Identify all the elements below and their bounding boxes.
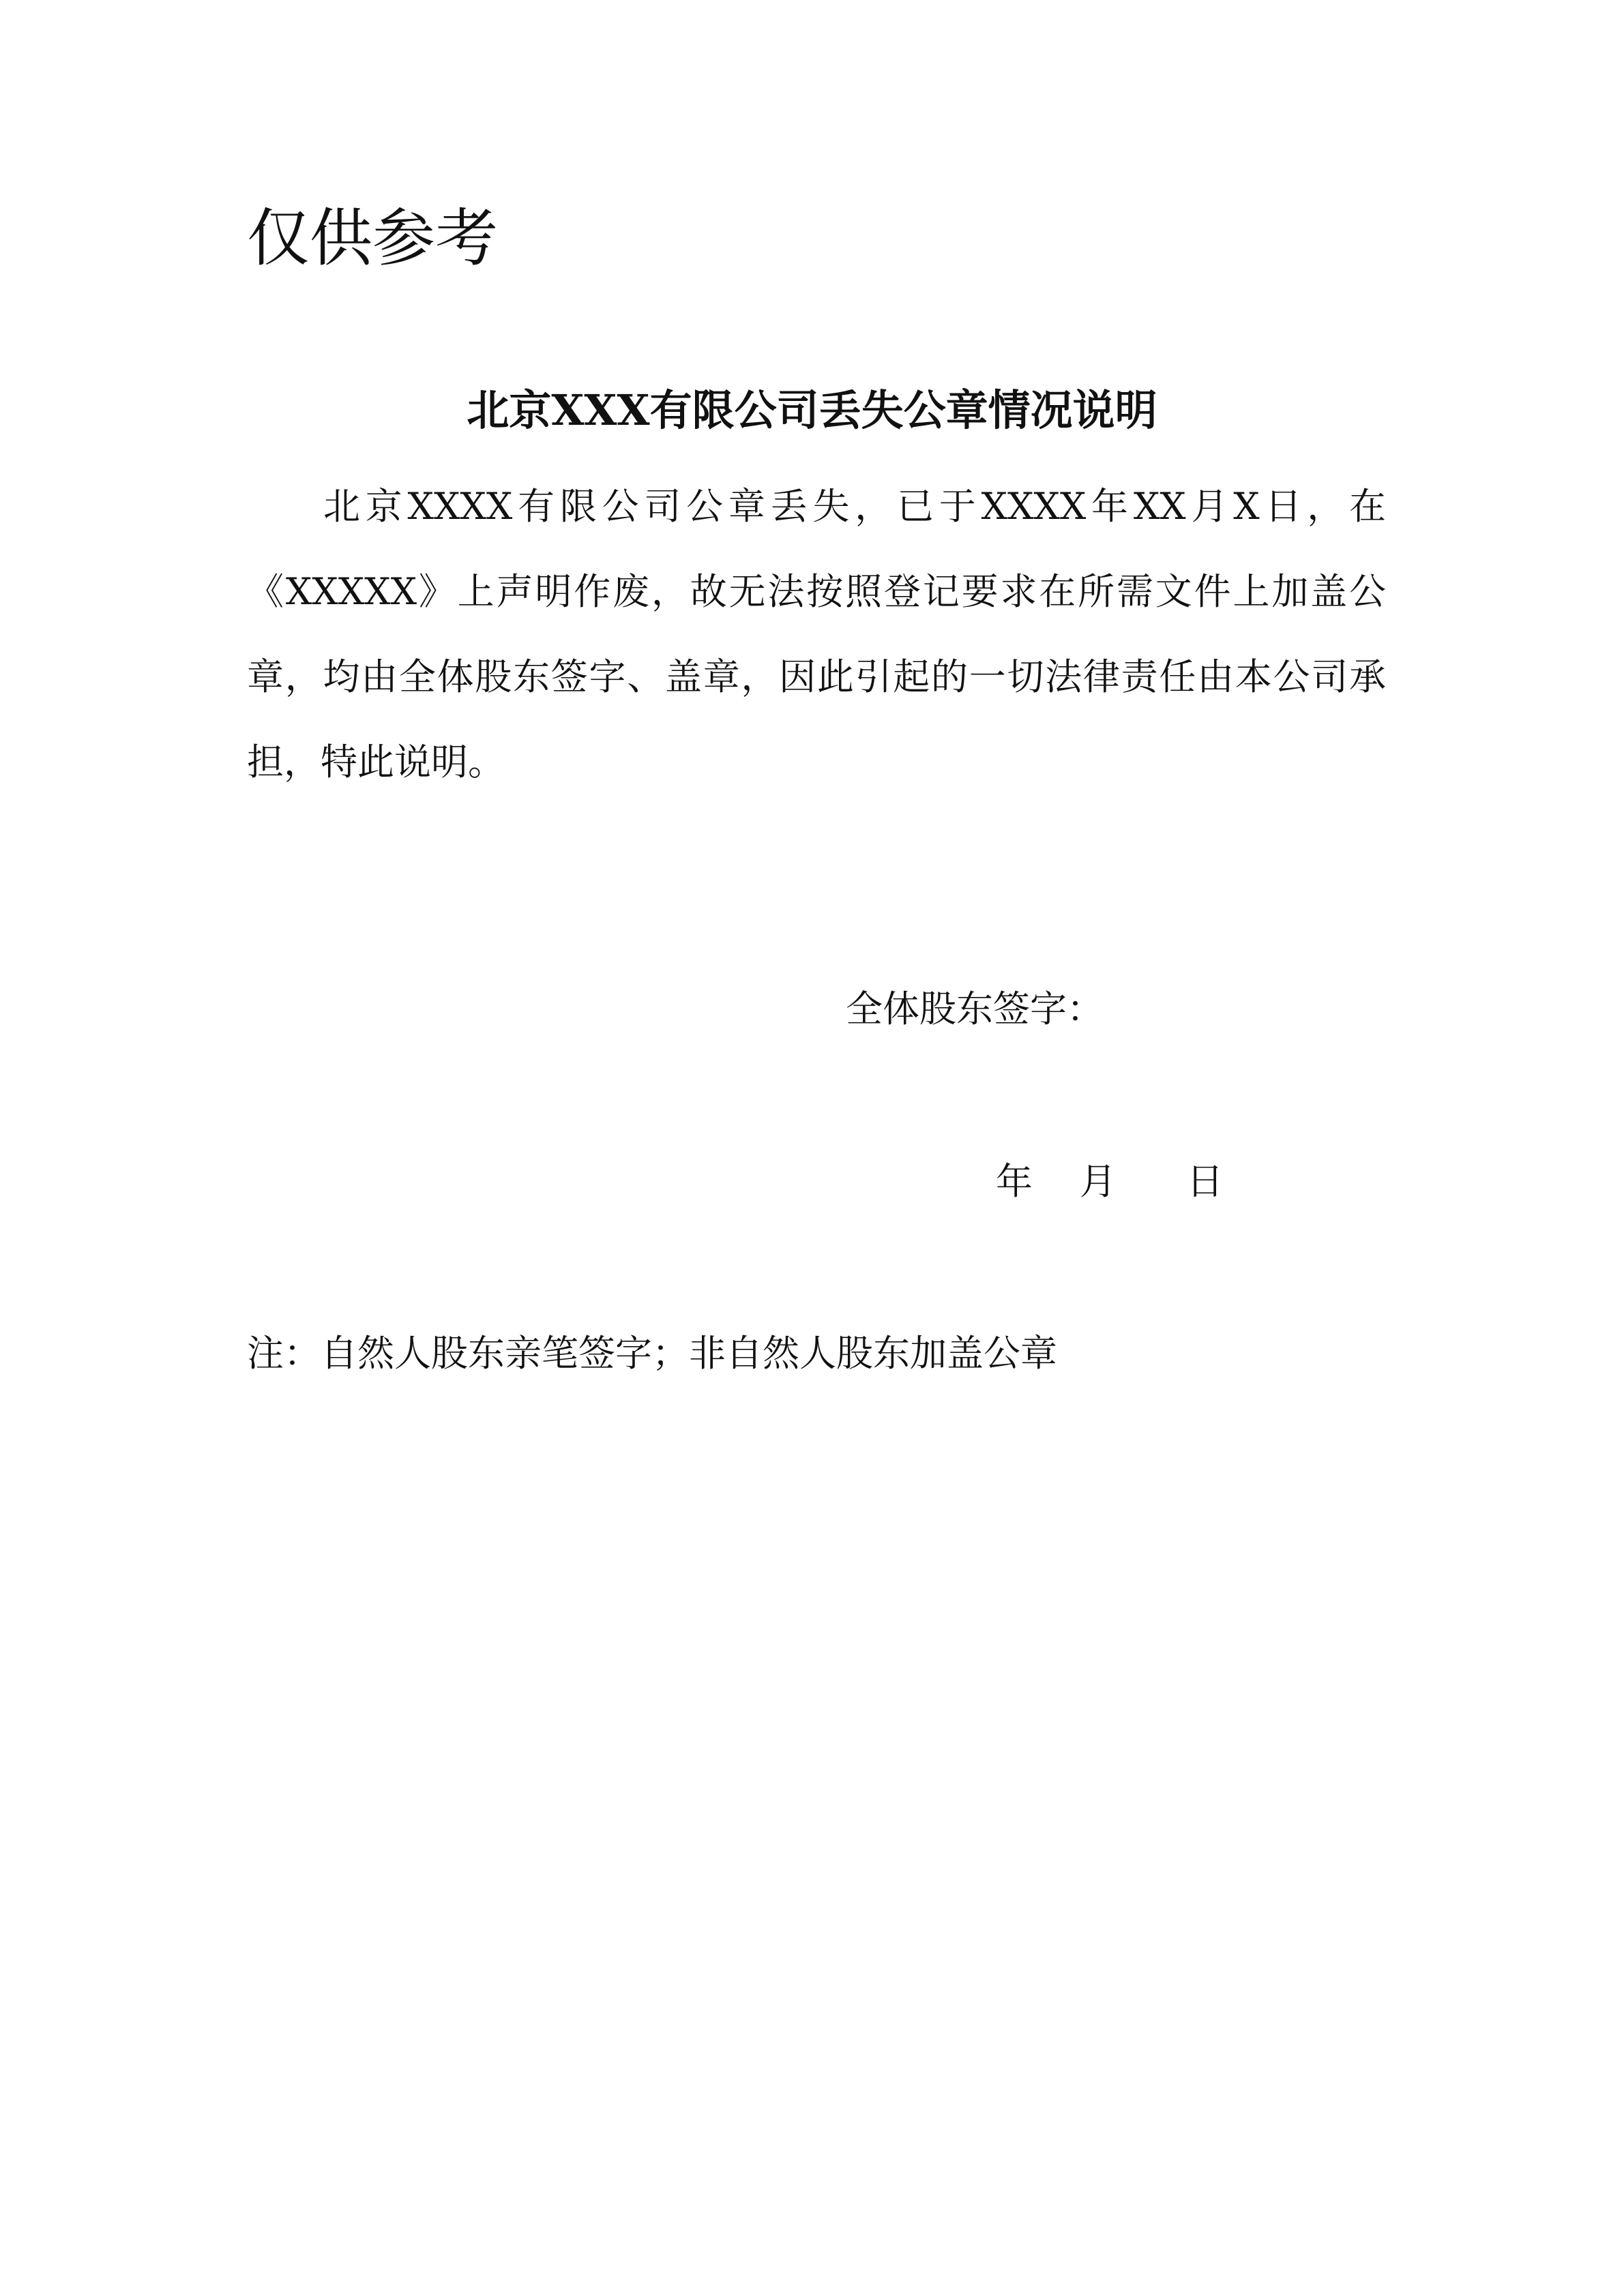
reference-only-watermark: 仅供参考: [247, 202, 499, 275]
shareholder-signature-label: 全体股东签字：: [846, 987, 1104, 1030]
date-line: 年 月 日: [996, 1160, 1224, 1203]
document-title: 北京XXX有限公司丢失公章情况说明: [467, 385, 1157, 435]
statement-body: 北京XXXX有限公司公章丢失，已于XXXX年XX月X日，在《XXXXX》上声明作废，故无法按照登记要求在所需文件上加盖公章，均由全体股东签字、盖章，因此引起的一切法律责任由本公司承担，特此说明。: [247, 485, 1386, 784]
signature-note: 注：自然人股东亲笔签字；非自然人股东加盖公章: [247, 1332, 1057, 1375]
